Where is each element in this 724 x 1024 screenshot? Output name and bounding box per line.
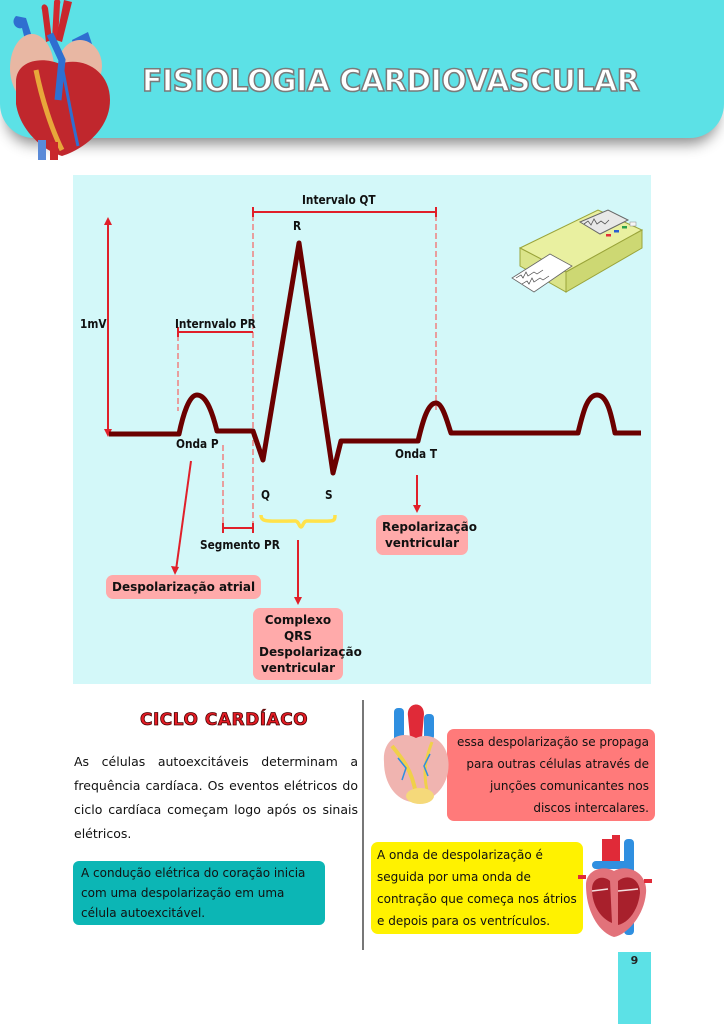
- heart-cross-section-icon: [578, 833, 654, 943]
- s-label: S: [325, 488, 333, 502]
- teal-note: A condução elétrica do coração inicia com uma despolarização em uma célula autoexcitável.: [73, 861, 325, 925]
- pink-note: essa despolarização se propaga para outras células através de junções comunicantes nos discos intercalares.: [447, 729, 655, 821]
- amplitude-label: 1mV: [80, 317, 107, 331]
- page-number-tab: [618, 952, 651, 1024]
- ecg-diagram: [73, 175, 651, 684]
- ecg-machine-icon: [510, 200, 650, 300]
- body-paragraph: As células autoexcitáveis determinam a frequência cardíaca. Os eventos elétricos do ciclo cardíaca começam logo após os sinais elétricos.: [74, 754, 358, 841]
- t-wave-label: Onda T: [395, 447, 438, 461]
- qt-interval-label: Intervalo QT: [302, 193, 376, 207]
- page-number: 9: [630, 954, 639, 967]
- ventricular-repolarization-callout: Repolarização ventricular: [376, 515, 468, 555]
- anatomical-heart-icon: [2, 0, 118, 162]
- p-wave-label: Onda P: [176, 437, 219, 451]
- section-title: CICLO CARDÍACO: [140, 710, 309, 730]
- pr-interval-label: Internvalo PR: [175, 317, 256, 331]
- page-title: FISIOLOGIA CARDIOVASCULAR: [142, 64, 640, 99]
- q-label: Q: [261, 488, 270, 502]
- column-divider: [362, 700, 364, 950]
- heart-exterior-icon: [372, 698, 454, 808]
- qrs-complex-callout: Complexo QRS Despolarização ventricular: [253, 608, 343, 680]
- atrial-depolarization-callout: Despolarização atrial: [106, 575, 261, 599]
- pr-segment-label: Segmento PR: [200, 538, 280, 552]
- r-peak-label: R: [293, 219, 302, 233]
- yellow-note: A onda de despolarização é seguida por uma onda de contração que começa nos átrios e depois para os ventrículos.: [371, 842, 583, 934]
